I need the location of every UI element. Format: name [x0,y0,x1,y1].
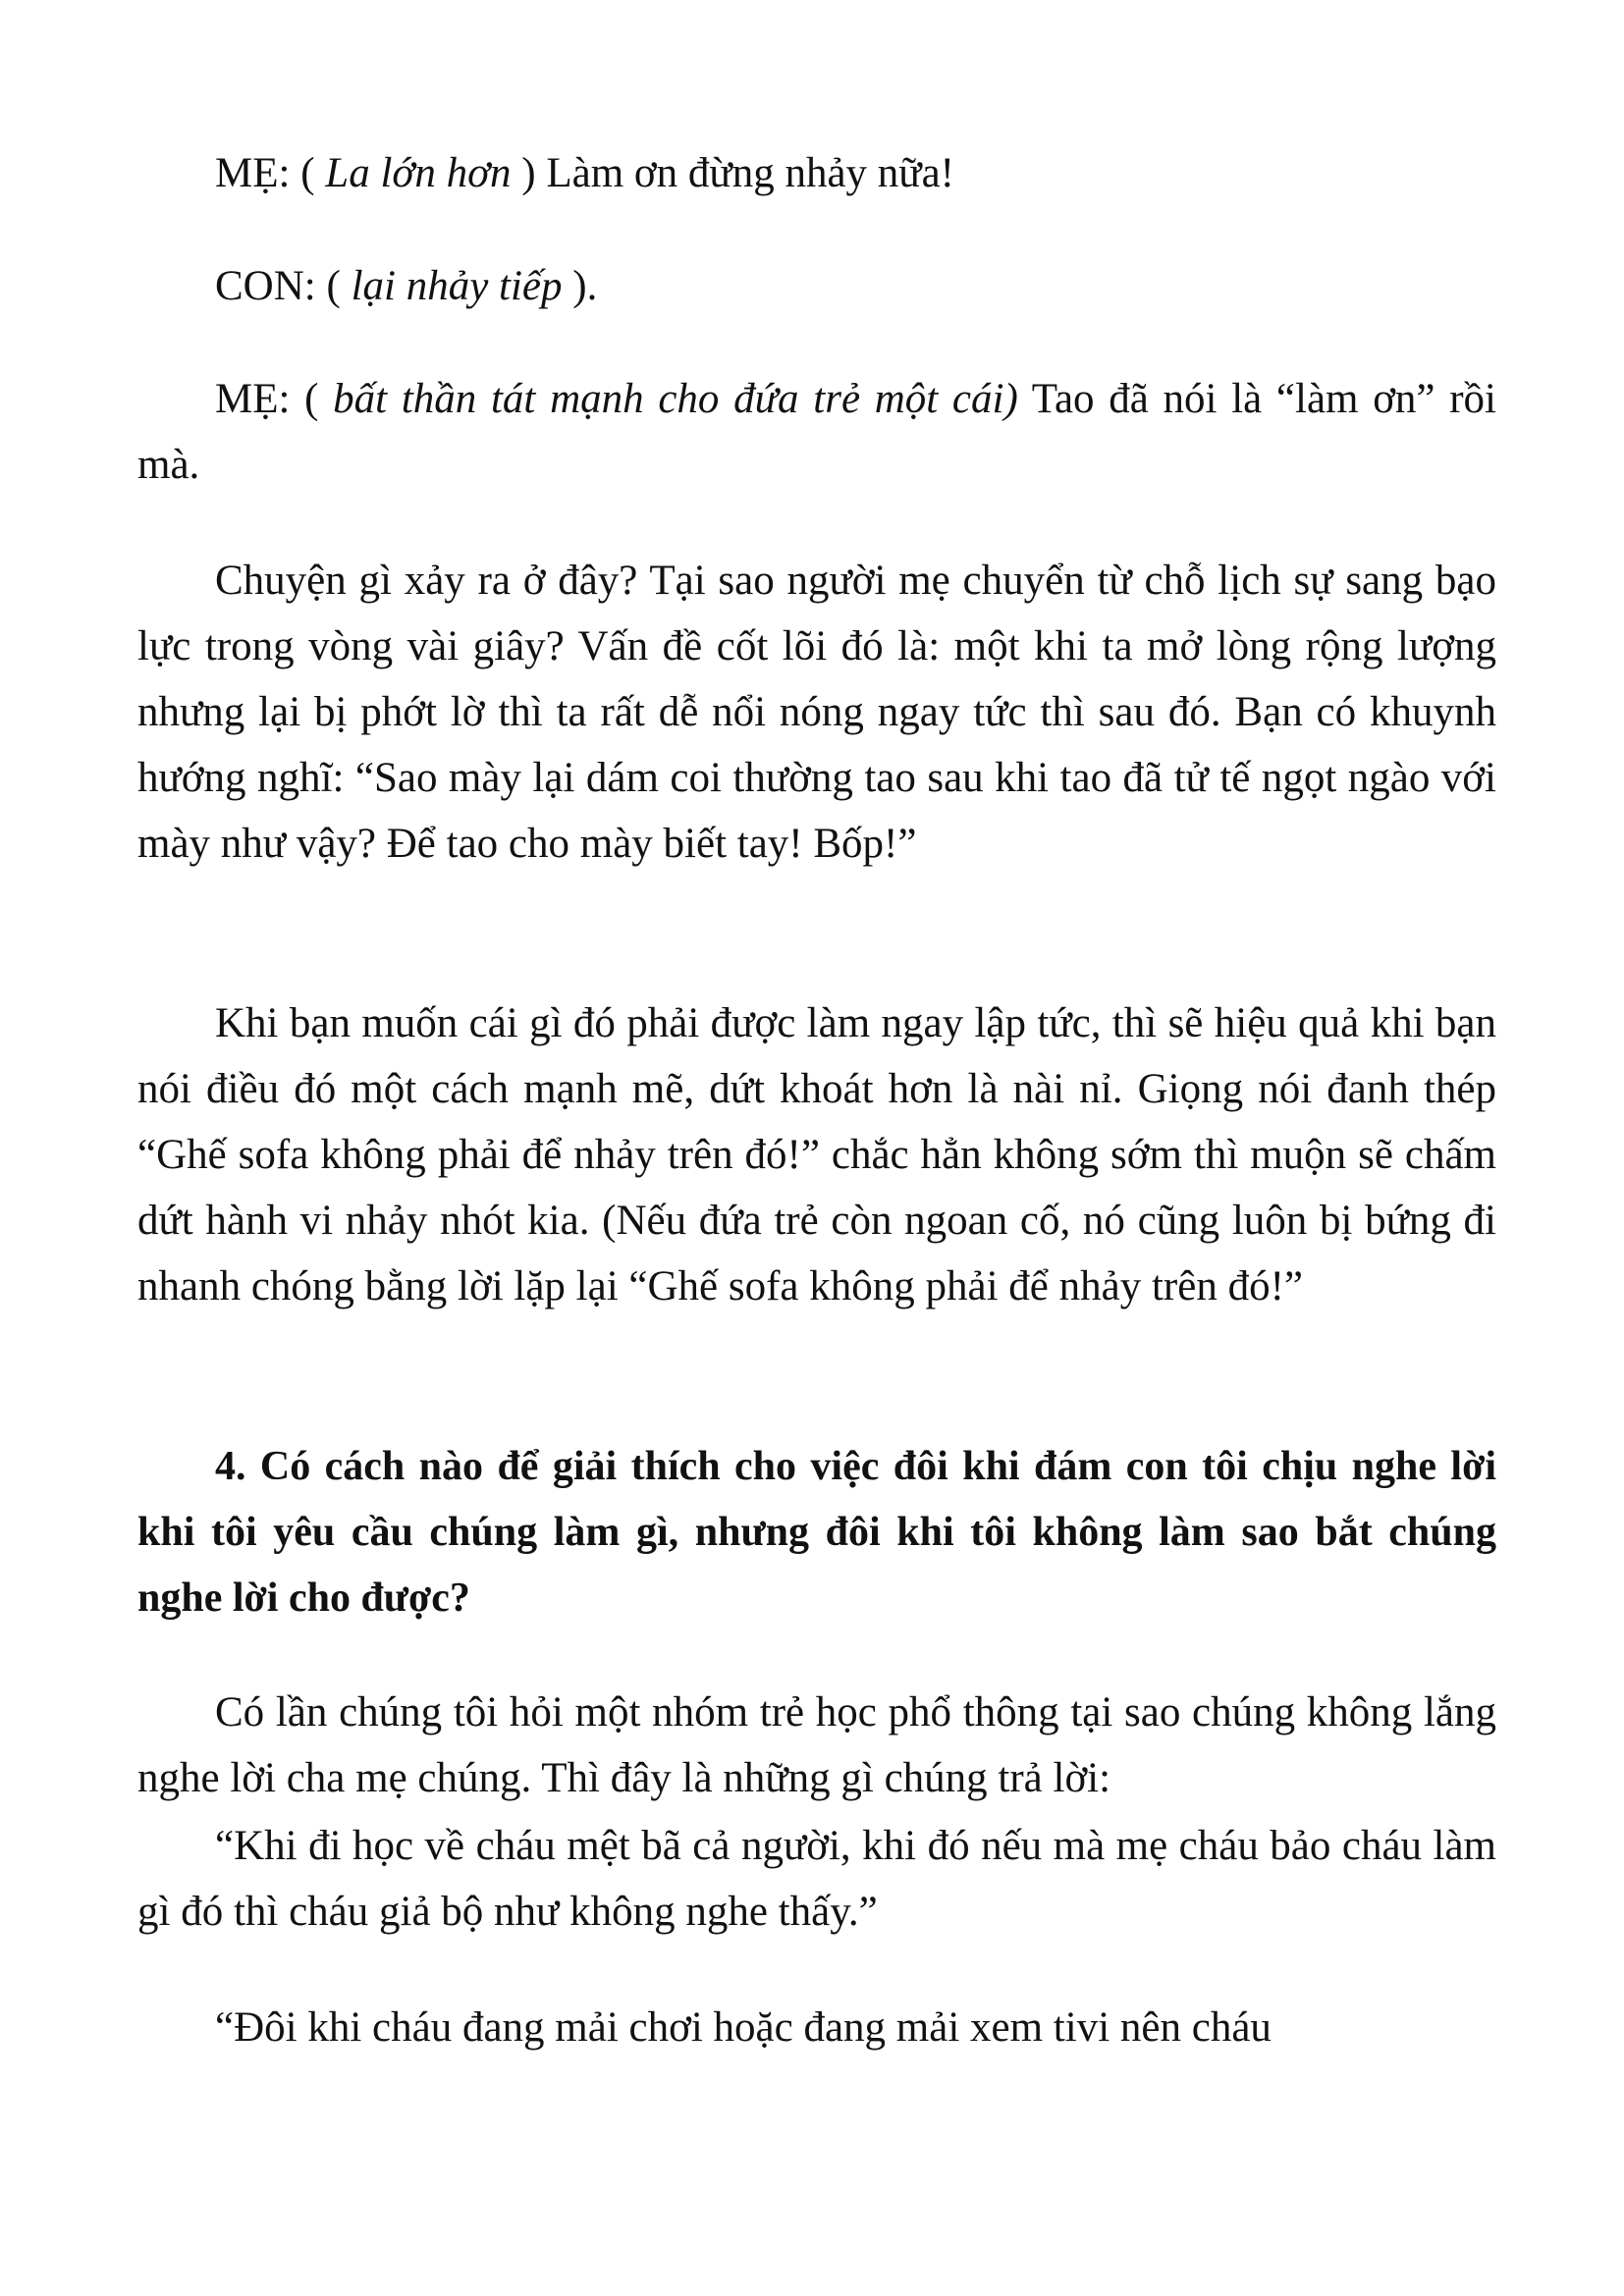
spoken-line: ) Làm ơn đừng nhảy nữa! [511,150,955,196]
spoken-line: Tao đã nói là “làm ơn” rồi mà. [137,376,1496,488]
stage-direction: lại nhảy tiếp [351,263,563,309]
speaker-label: MẸ: ( [215,376,334,422]
speaker-label: MẸ: ( [215,150,326,196]
spoken-line: ). [562,263,598,309]
analysis-paragraph: Chuyện gì xảy ra ở đây? Tại sao người mẹ chuyển từ chỗ lịch sự sang bạo lực trong vòng vài giây? Vấn đề cốt lõi đó là: một khi ta mở lòng rộng lượng nhưng lại bị phớt lờ thì ta rất dễ nổi nóng ngay tức thì sau đó. Bạn có khuynh hướng nghĩ: “Sao mày lại dám coi thường tao sau khi tao đã tử tế ngọt ngào với mày như vậy? Để tao cho mày biết tay! Bốp!” [137,558,1496,867]
stage-direction: bất thần tát mạnh cho đứa trẻ một cái) [333,376,1018,422]
survey-intro-paragraph: Có lần chúng tôi hỏi một nhóm trẻ học phổ thông tại sao chúng không lắng nghe lời cha mẹ chúng. Thì đây là những gì chúng trả lời: [137,1689,1496,1801]
question-heading: 4. Có cách nào để giải thích cho việc đôi khi đám con tôi chịu nghe lời khi tôi yêu cầu chúng làm gì, nhưng đôi khi tôi không làm sao bắt chúng nghe lời cho được? [137,1444,1496,1621]
child-quote-2: “Đôi khi cháu đang mải chơi hoặc đang mải xem tivi nên cháu [215,2004,1272,2051]
child-quote-1: “Khi đi học về cháu mệt bã cả người, khi đó nếu mà mẹ cháu bảo cháu làm gì đó thì cháu giả bộ như không nghe thấy.” [137,1823,1496,1935]
dialogue-line-mother-2 [137,366,1496,498]
stage-direction: La lớn hơn [325,150,512,196]
speaker-label: CON: ( [215,263,352,309]
advice-paragraph: Khi bạn muốn cái gì đó phải được làm ngay lập tức, thì sẽ hiệu quả khi bạn nói điều đó một cách mạnh mẽ, dứt khoát hơn là nài nỉ. Giọng nói đanh thép “Ghế sofa không phải để nhảy trên đó!” chắc hẳn không sớm thì muộn sẽ chấm dứt hành vi nhảy nhót kia. (Nếu đứa trẻ còn ngoan cố, nó cũng luôn bị bứng đi nhanh chóng bằng lời lặp lại “Ghế sofa không phải để nhảy trên đó!” [137,1000,1496,1309]
dialogue-line-child [137,253,1496,319]
dialogue-line-mother-1 [137,140,1496,206]
